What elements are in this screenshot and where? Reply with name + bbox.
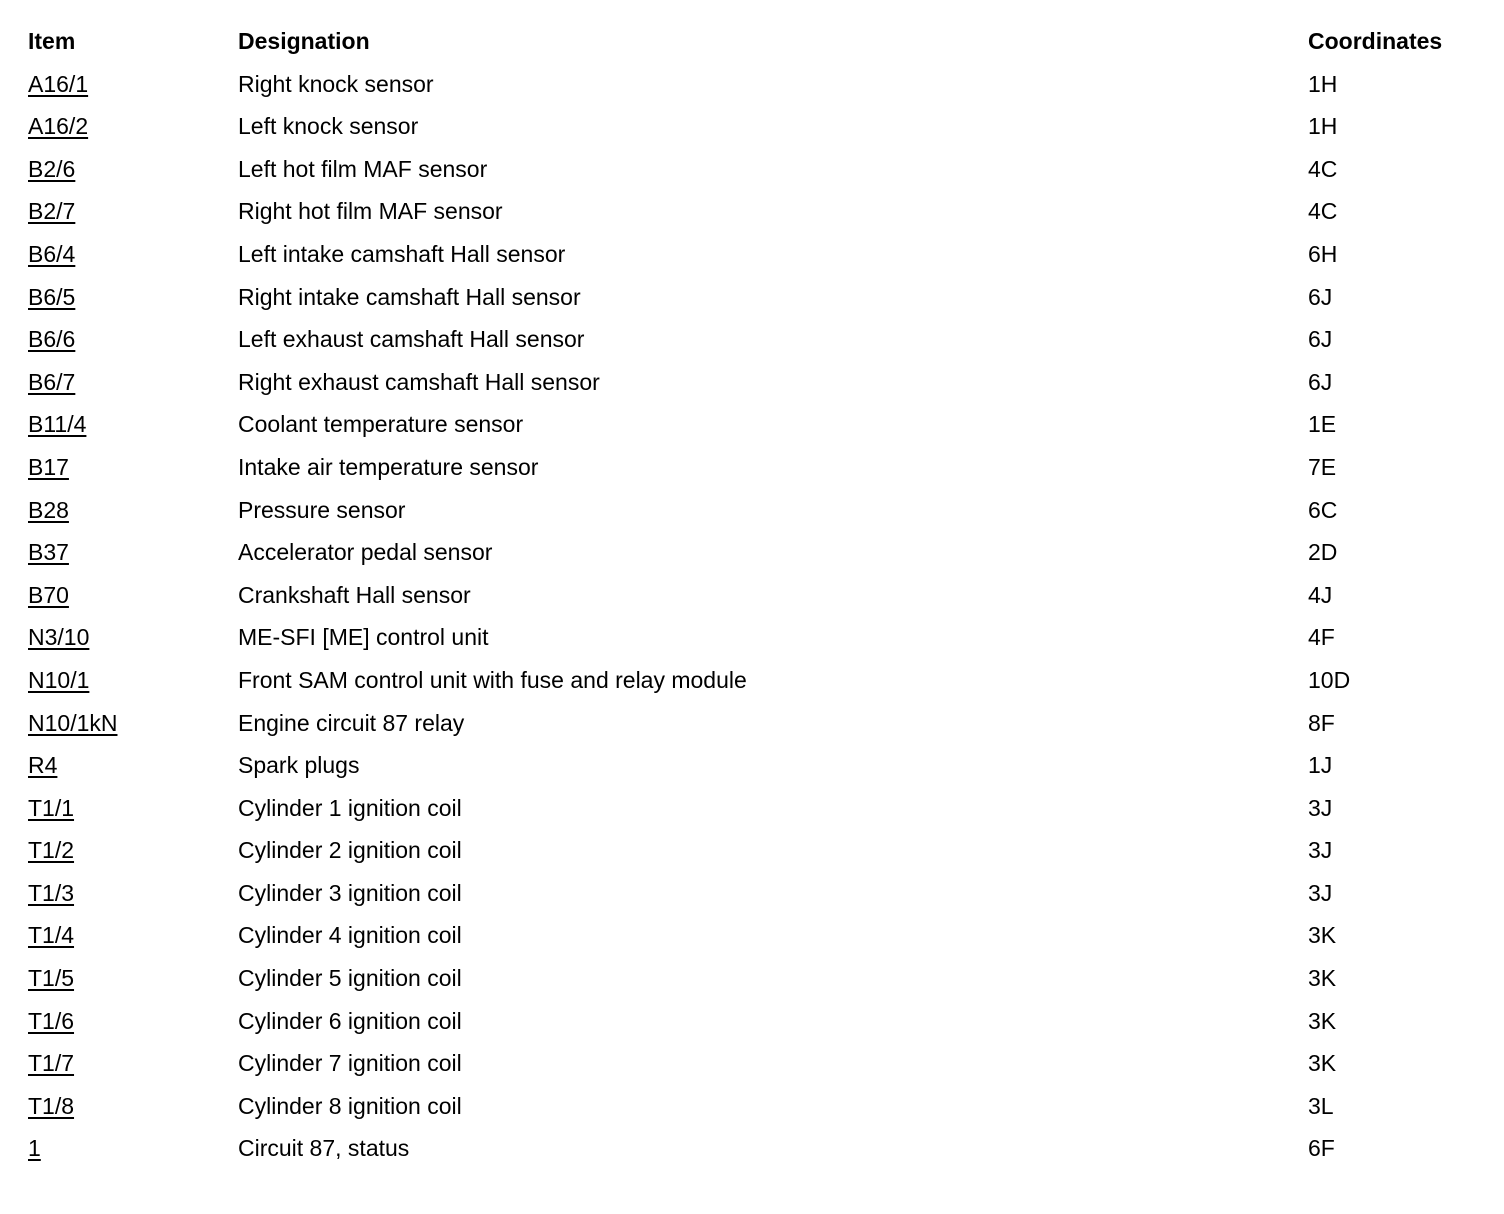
coordinates-text: 6C (1308, 496, 1338, 523)
designation-text: Cylinder 1 ignition coil (238, 794, 462, 821)
item-code-link[interactable]: T1/6 (28, 1007, 75, 1034)
designation-text: Left intake camshaft Hall sensor (238, 240, 566, 267)
table-row (0, 959, 1504, 1002)
item-code-link[interactable]: B70 (28, 581, 69, 608)
designation-text: Spark plugs (238, 752, 360, 779)
coordinates-text: 6F (1308, 1135, 1335, 1162)
table-row (0, 661, 1504, 704)
table-row (0, 1087, 1504, 1130)
coordinates-text: 6J (1308, 283, 1333, 310)
coordinates-text: 3J (1308, 837, 1333, 864)
item-code-link[interactable]: B11/4 (28, 411, 87, 438)
component-legend-table (0, 22, 1504, 1172)
coordinates-text: 4F (1308, 624, 1335, 651)
designation-text: Right hot film MAF sensor (238, 198, 503, 225)
item-code-link[interactable]: B17 (28, 453, 69, 480)
designation-text: Left hot film MAF sensor (238, 155, 488, 182)
coordinates-text: 1J (1308, 752, 1333, 779)
table-row (0, 618, 1504, 661)
coordinates-text: 1H (1308, 113, 1338, 140)
coordinates-text: 3K (1308, 1007, 1337, 1034)
table-row (0, 874, 1504, 917)
table-header-row (0, 22, 1504, 65)
item-code-link[interactable]: T1/8 (28, 1092, 75, 1119)
coordinates-text: 3J (1308, 879, 1333, 906)
item-code-link[interactable]: B37 (28, 539, 69, 566)
item-code-link[interactable]: N10/1kN (28, 709, 118, 736)
item-code-link[interactable]: N3/10 (28, 624, 90, 651)
designation-text: Cylinder 4 ignition coil (238, 922, 462, 949)
coordinates-text: 6H (1308, 240, 1338, 267)
coordinates-text: 2D (1308, 539, 1338, 566)
designation-text: Cylinder 6 ignition coil (238, 1007, 462, 1034)
table-row (0, 65, 1504, 108)
designation-text: Circuit 87, status (238, 1135, 410, 1162)
table-row (0, 363, 1504, 406)
coordinates-text: 3J (1308, 794, 1333, 821)
designation-text: Left knock sensor (238, 113, 419, 140)
table-row (0, 448, 1504, 491)
item-code-link[interactable]: T1/4 (28, 922, 75, 949)
column-header-item: Item (28, 28, 76, 54)
designation-text: Left exhaust camshaft Hall sensor (238, 326, 585, 353)
coordinates-text: 3K (1308, 922, 1337, 949)
table-row (0, 405, 1504, 448)
item-code-link[interactable]: T1/1 (28, 794, 75, 821)
designation-text: Cylinder 8 ignition coil (238, 1092, 462, 1119)
designation-text: Front SAM control unit with fuse and relay module (238, 666, 747, 693)
coordinates-text: 4C (1308, 198, 1338, 225)
coordinates-text: 6J (1308, 326, 1333, 353)
table-row (0, 491, 1504, 534)
coordinates-text: 6J (1308, 368, 1333, 395)
table-row (0, 916, 1504, 959)
coordinates-text: 3L (1308, 1092, 1334, 1119)
table-row (0, 150, 1504, 193)
table-row (0, 576, 1504, 619)
table-row (0, 831, 1504, 874)
coordinates-text: 8F (1308, 709, 1335, 736)
item-code-link[interactable]: T1/5 (28, 965, 75, 992)
item-code-link[interactable]: B6/5 (28, 283, 76, 310)
item-code-link[interactable]: B6/7 (28, 368, 76, 395)
coordinates-text: 4C (1308, 155, 1338, 182)
item-code-link[interactable]: R4 (28, 752, 58, 779)
designation-text: Coolant temperature sensor (238, 411, 524, 438)
designation-text: Accelerator pedal sensor (238, 539, 493, 566)
designation-text: Right exhaust camshaft Hall sensor (238, 368, 600, 395)
table-row (0, 1002, 1504, 1045)
coordinates-text: 7E (1308, 453, 1337, 480)
designation-text: ME-SFI [ME] control unit (238, 624, 489, 651)
item-code-link[interactable]: T1/2 (28, 837, 75, 864)
table-row (0, 746, 1504, 789)
table-row (0, 278, 1504, 321)
designation-text: Intake air temperature sensor (238, 453, 539, 480)
column-header-coordinates: Coordinates (1308, 28, 1443, 54)
item-code-link[interactable]: B28 (28, 496, 69, 523)
item-code-link[interactable]: N10/1 (28, 666, 90, 693)
table-row (0, 320, 1504, 363)
coordinates-text: 1E (1308, 411, 1337, 438)
item-code-link[interactable]: B6/4 (28, 240, 76, 267)
item-code-link[interactable]: A16/2 (28, 113, 89, 140)
designation-text: Crankshaft Hall sensor (238, 581, 471, 608)
designation-text: Engine circuit 87 relay (238, 709, 465, 736)
table-row (0, 1044, 1504, 1087)
designation-text: Cylinder 7 ignition coil (238, 1050, 462, 1077)
item-code-link[interactable]: B2/7 (28, 198, 76, 225)
table-row (0, 235, 1504, 278)
item-code-link[interactable]: B2/6 (28, 155, 76, 182)
designation-text: Right knock sensor (238, 70, 434, 97)
designation-text: Cylinder 3 ignition coil (238, 879, 462, 906)
item-code-link[interactable]: 1 (28, 1135, 41, 1162)
coordinates-text: 3K (1308, 1050, 1337, 1077)
item-code-link[interactable]: T1/3 (28, 879, 75, 906)
table-row (0, 107, 1504, 150)
designation-text: Pressure sensor (238, 496, 406, 523)
table-row (0, 192, 1504, 235)
coordinates-text: 1H (1308, 70, 1338, 97)
coordinates-text: 4J (1308, 581, 1333, 608)
table-body (0, 65, 1504, 1172)
item-code-link[interactable]: B6/6 (28, 326, 76, 353)
designation-text: Right intake camshaft Hall sensor (238, 283, 581, 310)
table-row (0, 1129, 1504, 1172)
coordinates-text: 10D (1308, 666, 1351, 693)
column-header-designation: Designation (238, 28, 370, 54)
table-row (0, 789, 1504, 832)
designation-text: Cylinder 2 ignition coil (238, 837, 462, 864)
item-code-link[interactable]: T1/7 (28, 1050, 75, 1077)
item-code-link[interactable]: A16/1 (28, 70, 89, 97)
coordinates-text: 3K (1308, 965, 1337, 992)
table-row (0, 704, 1504, 747)
designation-text: Cylinder 5 ignition coil (238, 965, 462, 992)
table-row (0, 533, 1504, 576)
